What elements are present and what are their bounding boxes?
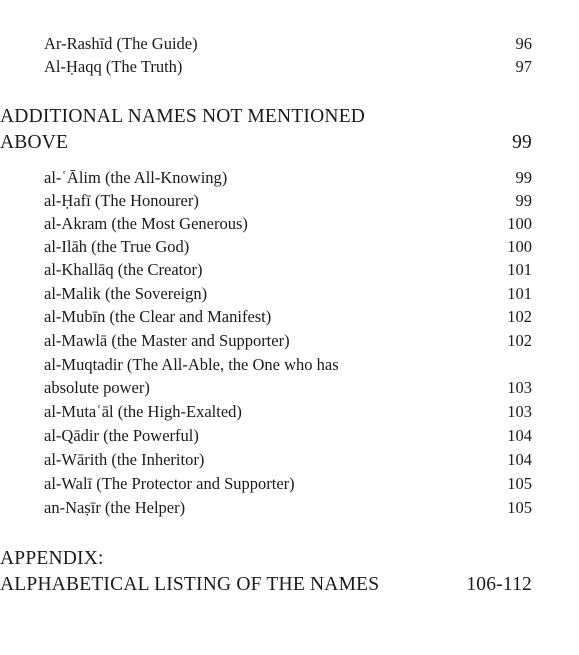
section-heading bbox=[0, 130, 532, 156]
toc-entry-label: al-Akram (the Most Generous) bbox=[44, 214, 248, 233]
toc-entry bbox=[44, 473, 532, 495]
toc-entry-label: an-Naṣīr (the Helper) bbox=[44, 498, 186, 517]
toc-entry bbox=[44, 497, 532, 519]
toc-entry-page: 103 bbox=[507, 378, 532, 397]
toc-entry-page: 102 bbox=[507, 307, 532, 326]
section-heading bbox=[0, 104, 532, 130]
toc-entry-page: 104 bbox=[507, 450, 532, 469]
toc-entry bbox=[44, 236, 532, 258]
toc-entry-label: al-Mutaʿāl (the High-Exalted) bbox=[44, 402, 242, 421]
toc-entry-label: absolute power) bbox=[44, 378, 150, 397]
toc-entry bbox=[44, 449, 532, 471]
toc-entry-label: al-Wārith (the Inheritor) bbox=[44, 450, 205, 469]
toc-entry-page: 96 bbox=[515, 34, 532, 53]
toc-entry-page: 100 bbox=[507, 237, 532, 256]
toc-entry-label: Al-Ḥaqq (The Truth) bbox=[44, 57, 183, 76]
toc-entry bbox=[44, 354, 532, 376]
toc-entry bbox=[44, 330, 532, 352]
toc-entry-page: 99 bbox=[515, 168, 532, 187]
toc-entry-label: al-Mubīn (the Clear and Manifest) bbox=[44, 307, 272, 326]
toc-entry-page: 104 bbox=[507, 426, 532, 445]
appendix-heading-line1: APPENDIX: bbox=[0, 548, 104, 569]
toc-entry bbox=[44, 283, 532, 305]
toc-entry bbox=[44, 259, 532, 281]
toc-entry bbox=[44, 213, 532, 235]
toc-entry bbox=[44, 56, 532, 78]
toc-entry-label: al-Khallāq (the Creator) bbox=[44, 260, 203, 279]
toc-entry-page: 99 bbox=[515, 191, 532, 210]
toc-entry-page: 97 bbox=[515, 57, 532, 76]
toc-entry-label: al-Ilāh (the True God) bbox=[44, 237, 190, 256]
toc-entry-label: Ar-Rashīd (The Guide) bbox=[44, 34, 198, 53]
toc-entry-label: al-Muqtadir (The All-Able, the One who has bbox=[44, 355, 339, 374]
toc-entry-page: 103 bbox=[507, 402, 532, 421]
appendix-page: 106-112 bbox=[466, 574, 532, 595]
toc-entry bbox=[44, 306, 532, 328]
section-heading-line2: ABOVE bbox=[0, 132, 69, 153]
toc-entry bbox=[44, 401, 532, 423]
appendix-heading-line2: ALPHABETICAL LISTING OF THE NAMES bbox=[0, 574, 380, 595]
toc-entry-page: 105 bbox=[507, 498, 532, 517]
toc-entry-page: 102 bbox=[507, 331, 532, 350]
toc-entry-label: al-Qādir (the Powerful) bbox=[44, 426, 199, 445]
toc-entry bbox=[44, 33, 532, 55]
toc-entry-label: al-Mawlā (the Master and Supporter) bbox=[44, 331, 290, 350]
appendix-heading bbox=[0, 572, 532, 598]
appendix-heading bbox=[0, 546, 532, 572]
toc-entry bbox=[44, 190, 532, 212]
toc-entry bbox=[44, 167, 532, 189]
section-heading-page: 99 bbox=[512, 132, 532, 153]
toc-entry-page: 100 bbox=[507, 214, 532, 233]
toc-entry bbox=[44, 377, 532, 399]
toc-entry-label: al-Walī (The Protector and Supporter) bbox=[44, 474, 295, 493]
toc-entry-label: al-Ḥafī (The Honourer) bbox=[44, 191, 199, 210]
toc-entry-label: al-Malik (the Sovereign) bbox=[44, 284, 208, 303]
toc-entry bbox=[44, 425, 532, 447]
toc-entry-label: al-ʿĀlim (the All-Knowing) bbox=[44, 168, 228, 187]
toc-entry-page: 105 bbox=[507, 474, 532, 493]
toc-entry-page: 101 bbox=[507, 260, 532, 279]
section-heading-line1: ADDITIONAL NAMES NOT MENTIONED bbox=[0, 106, 366, 127]
toc-entry-page: 101 bbox=[507, 284, 532, 303]
